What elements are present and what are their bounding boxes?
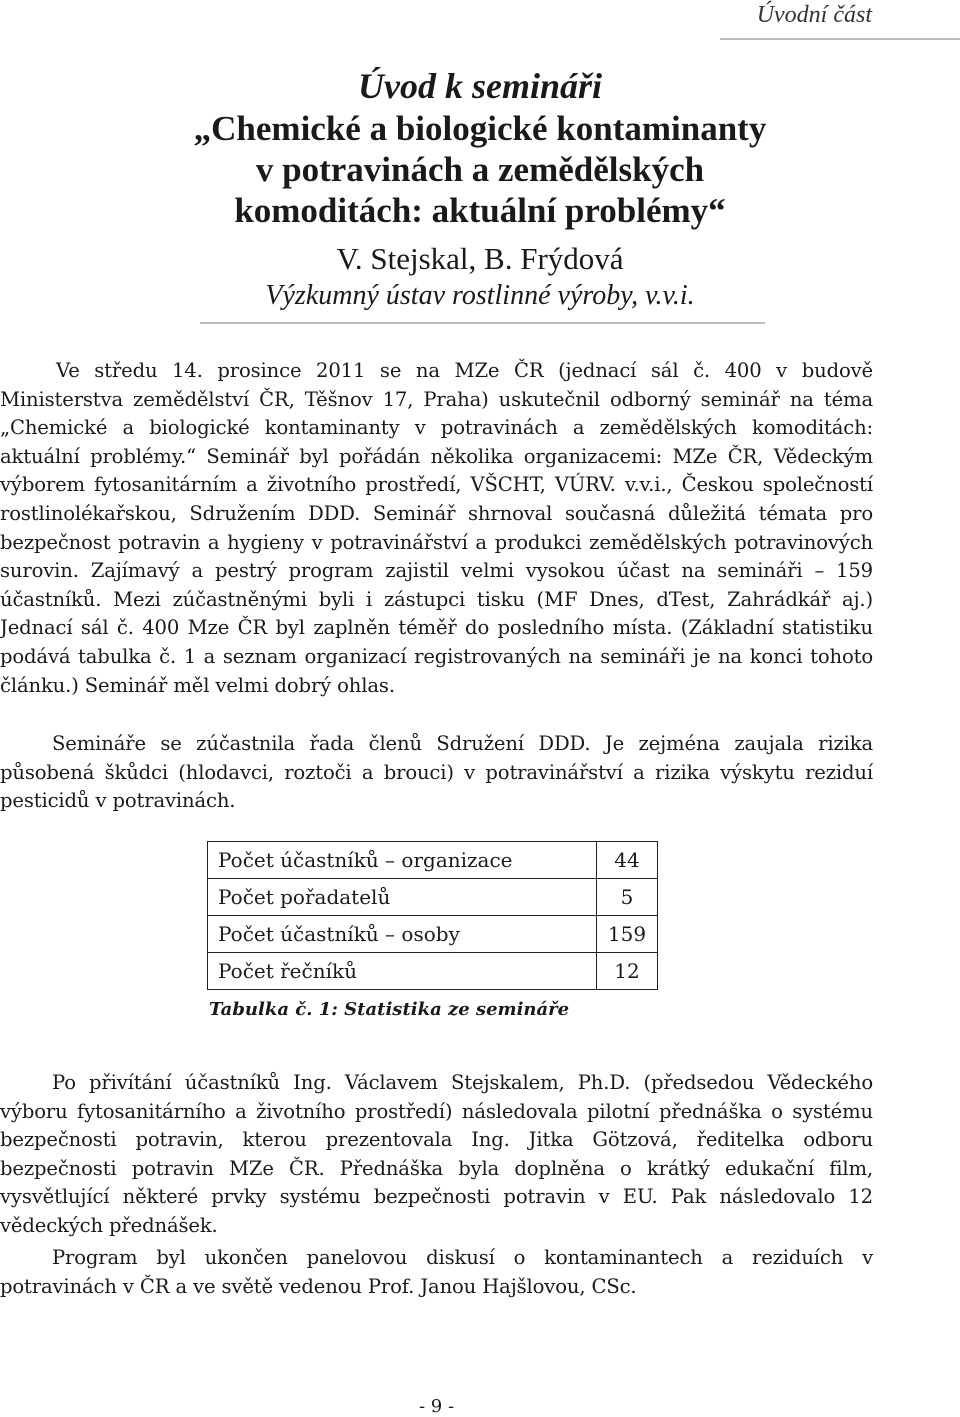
section-label: Úvodní část [756,2,872,28]
table-cell-value: 159 [597,916,658,953]
table-row [208,953,658,990]
paragraph-2: Semináře se zúčastnila řada členů Sdružení DDD. Je zejména zaujala rizika působená škůdci (hlodavci, roztoči a brouci) v potravinářství a rizika výskytu reziduí pesticidů v potravinách. [0,732,873,813]
paragraph-1: Ve středu 14. prosince 2011 se na MZe ČR (jednací sál č. 400 v budově Ministerstva zemědělství ČR, Těšnov 17, Praha) uskutečnil odborný seminář na téma „Chemické a biologické kontaminanty v potravinách a zemědělských komoditách: aktuální problémy.“ Seminář byl pořádán několika organizacemi: MZe ČR, Vědeckým výborem fytosanitárním a životního prostředí, VŠCHT, VÚRV. v.v.i., Českou společností rostlinolékařskou, Sdružením DDD. Seminář shrnoval současná důležitá témata pro bezpečnost potravin a hygieny v potravinářství a produkci zemědělských potravinových surovin. Zajímavý a pestrý program zajistil velmi vysokou účast na semináři – 159 účastníků. Mezi zúčastněnými byli i zástupci tisku (MF Dnes, dTest, Zahrádkář aj.) Jednací sál č. 400 Mze ČR byl zaplněn téměř do posledního místa. (Základní statistiku podává tabulka č. 1 a seznam organizací registrovaných na semináři je na konci tohoto článku.) Seminář měl velmi dobrý ohlas. [0,359,873,697]
title-block [0,64,960,313]
paragraph-1-container [0,357,873,700]
table-cell-value: 12 [597,953,658,990]
title-line-2: „Chemické a biologické kontaminanty [193,109,767,148]
table-cell-label: Počet účastníků – organizace [208,842,597,879]
table-cell-value: 44 [597,842,658,879]
statistics-table [207,841,658,990]
paragraph-4-container [0,1244,873,1301]
title-line-4: komoditách: aktuální problémy“ [234,191,726,230]
paragraph-3-container [0,1069,873,1241]
paragraph-4: Program byl ukončen panelovou diskusí o kontaminantech a reziduích v potravinách v ČR a ve světě vedenou Prof. Janou Hajšlovou, CSc. [0,1246,873,1298]
table-caption: Tabulka č. 1: Statistika ze semináře [209,999,570,1020]
table-cell-value: 5 [597,879,658,916]
table-cell-label: Počet pořadatelů [208,879,597,916]
table-cell-label: Počet řečníků [208,953,597,990]
paragraph-3: Po přivítání účastníků Ing. Václavem Stejskalem, Ph.D. (předsedou Vědeckého výboru fytosanitárního a životního prostředí) následovala pilotní přednáška o systému bezpečnosti potravin, kterou prezentovala Ing. Jitka Götzová, ředitelka odboru bezpečnosti potravin MZe ČR. Přednáška byla doplněna o krátký edukační film, vysvětlující některé prvky systému bezpečnosti potravin v EU. Pak následovalo 12 vědeckých přednášek. [0,1071,873,1237]
institute: Výzkumný ústav rostlinné výroby, v.v.i. [265,280,695,311]
table-row [208,842,658,879]
table-cell-label: Počet účastníků – osoby [208,916,597,953]
section-divider [720,38,960,40]
table-row [208,916,658,953]
table-row [208,879,658,916]
paragraph-2-container [0,730,873,816]
page-title: Úvod k semináři [357,66,602,106]
title-divider [200,322,765,324]
authors: V. Stejskal, B. Frýdová [336,241,624,276]
title-line-3: v potravinách a zemědělských [255,150,705,189]
page-number: - 9 - [418,1396,455,1417]
